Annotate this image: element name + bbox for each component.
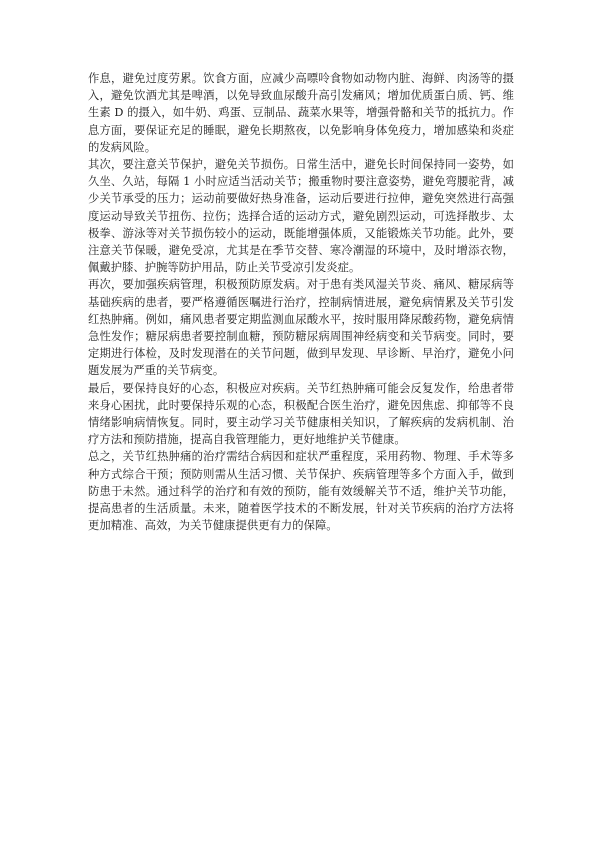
paragraph-diet-and-rest: 作息，避免过度劳累。饮食方面，应减少高嘌呤食物如动物内脏、海鲜、肉汤等的摄入，避免饮酒尤其是啤酒，以免导致血尿酸升高引发痛风；增加优质蛋白质、钙、维生素 D 的摄入，如牛奶、鸡蛋、豆制品、蔬菜水果等，增强骨骼和关节的抵抗力。作息方面，要保证充足的睡眠，避免长期熬夜，以免影响身体免疫力，增加感染和炎症的发病风险。 (88, 72, 514, 154)
paragraph-joint-protection: 其次，要注意关节保护，避免关节损伤。日常生活中，避免长时间保持同一姿势，如久坐、久站，每隔 1 小时应适当活动关节；搬重物时要注意姿势，避免弯腰驼背，减少关节承受的压力；运动前要做好热身准备，运动后要进行拉伸，避免突然进行高强度运动导致关节扭伤、拉伤；选择合适的运动方式，避免剧烈运动，可选择散步、太极拳、游泳等对关节损伤较小的运动，既能增强体质，又能锻炼关节功能。此外，要注意关节保暖，避免受凉，尤其是在季节交替、寒冷潮湿的环境中，及时增添衣物，佩戴护膝、护腕等防护用品，防止关节受凉引发炎症。 (88, 158, 514, 275)
paragraph-conclusion: 总之，关节红热肿痛的治疗需结合病因和症状严重程度，采用药物、物理、手术等多种方式综合干预；预防则需从生活习惯、关节保护、疾病管理等多个方面入手，做到防患于未然。通过科学的治疗和有效的预防，能有效缓解关节不适，维护关节功能，提高患者的生活质量。未来，随着医学技术的不断发展，针对关节疾病的治疗方法将更加精准、高效，为关节健康提供更有力的保障。 (88, 450, 514, 533)
paragraph-mental-attitude: 最后，要保持良好的心态，积极应对疾病。关节红热肿痛可能会反复发作，给患者带来身心困扰，此时要保持乐观的心态，积极配合医生治疗，避免因焦虑、抑郁等不良情绪影响病情恢复。同时，要主动学习关节健康相关知识，了解疾病的发病机制、治疗方法和预防措施，提高自我管理能力，更好地维护关节健康。 (88, 381, 514, 447)
document-body (88, 70, 514, 534)
paragraph-disease-management: 再次，要加强疾病管理，积极预防原发病。对于患有类风湿关节炎、痛风、糖尿病等基础疾病的患者，要严格遵循医嘱进行治疗，控制病情进展，避免病情累及关节引发红热肿痛。例如，痛风患者要定期监测血尿酸水平，按时服用降尿酸药物，避免病情急性发作；糖尿病患者要控制血糖，预防糖尿病周围神经病变和关节病变。同时，要定期进行体检，及时发现潜在的关节问题，做到早发现、早诊断、早治疗，避免小问题发展为严重的关节病变。 (88, 278, 514, 378)
